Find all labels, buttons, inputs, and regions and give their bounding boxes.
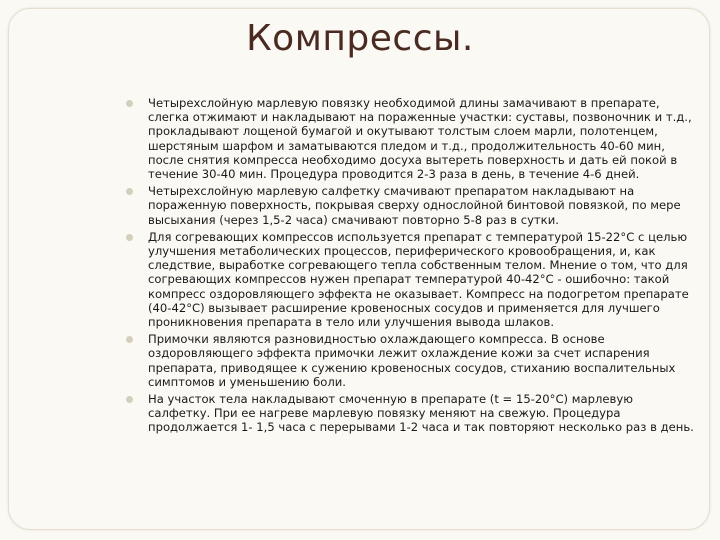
- list-item: [126, 184, 696, 227]
- bullet-icon: [126, 188, 133, 195]
- list-item-text: Примочки являются разновидностью охлаждающего компресса. В основе оздоровляющего эффекта примочки лежит охлаждение кожи за счет испарения препарата, приводящее к сужению кровеносных сосудов, стиханию воспалительных симптомов и уменьшению боли.: [148, 332, 676, 389]
- bullet-icon: [126, 100, 133, 107]
- list-item: [126, 332, 696, 389]
- list-item: [126, 392, 696, 435]
- list-item-text: На участок тела накладывают смоченную в препарате (t = 15-20°С) марлевую салфетку. При ее нагреве марлевую повязку меняют на свежую. Процедура продолжается 1- 1,5 часа с перерывами 1-2 часа и так повторяют несколько раз в день.: [148, 392, 694, 435]
- list-item: [126, 230, 696, 329]
- bullet-icon: [126, 396, 133, 403]
- bullet-icon: [126, 234, 133, 241]
- slide-title: Компрессы.: [246, 18, 474, 59]
- bullet-list: [126, 96, 696, 438]
- list-item-text: Четырехслойную марлевую повязку необходимой длины замачивают в препарате, слегка отжимают и накладывают на пораженные участки: суставы, позвоночник и т.д., прокладывают лощеной бумагой и окутывают толстым слоем марли, полотенцем, шерстяным шарфом и заматываются пледом и т.д., продолжительность 40-60 мин, после снятия компресса необходимо досуха вытереть поверхность и дать ей покой в течение 30-40 мин. Процедура проводится 2-3 раза в день, в течение 4-6 дней.: [148, 96, 692, 182]
- bullet-icon: [126, 336, 133, 343]
- list-item: [126, 96, 696, 181]
- list-item-text: Для согревающих компрессов используется препарат с температурой 15-22°С с целью улучшения метаболических процессов, периферического кровообращения, и, как следствие, выработке согревающего тепла собственным телом. Мнение о том, что для согревающих компрессов нужен препарат температурой 40-42°С - ошибочно: такой компресс оздоровляющего эффекта не оказывает. Компресс на подогретом препарате (40-42°С) вызывает расширение кровеносных сосудов и применяется для лучшего проникновения препарата в тело или улучшения вывода шлаков.: [148, 229, 689, 330]
- list-item-text: Четырехслойную марлевую салфетку смачивают препаратом накладывают на пораженную поверхность, покрывая сверху однослойной бинтовой повязкой, по мере высыхания (через 1,5-2 часа) смачивают повторно 5-8 раз в сутки.: [148, 184, 681, 227]
